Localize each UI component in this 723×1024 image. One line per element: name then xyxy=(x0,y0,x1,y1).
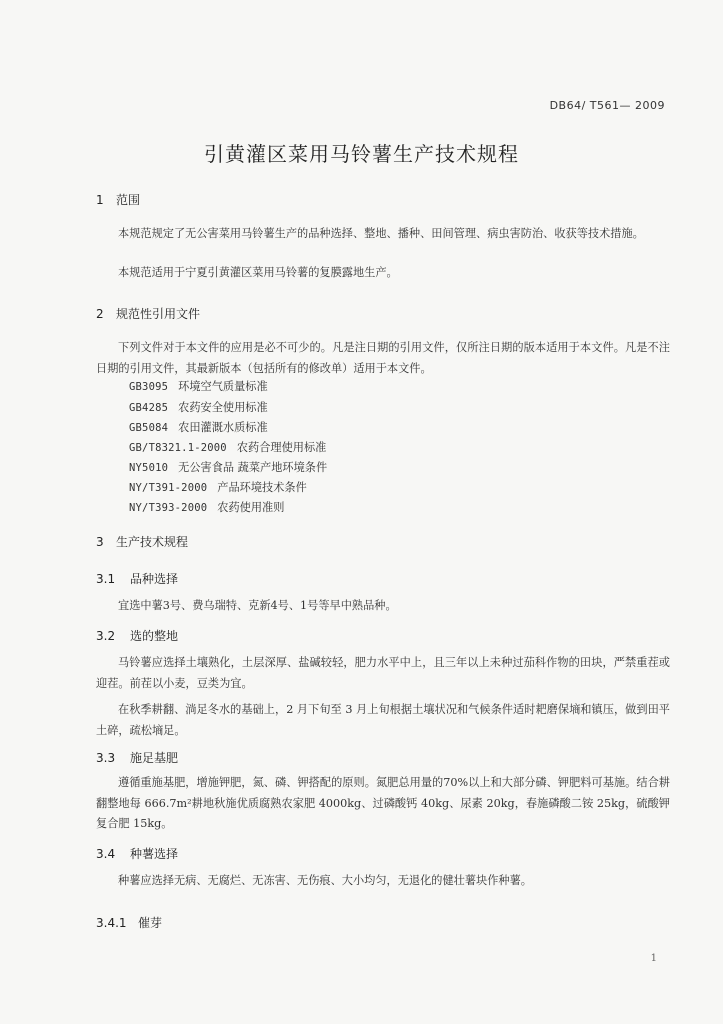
reference-item xyxy=(129,499,284,515)
reference-name: 农药安全使用标准 xyxy=(178,401,268,414)
reference-item xyxy=(129,479,307,495)
subsection-3-4-paragraph: 种薯应选择无病、无腐烂、无冻害、无伤痕、大小均匀，无退化的健壮薯块作种薯。 xyxy=(118,874,532,887)
subsection-3-1-heading xyxy=(96,570,178,587)
section-1-heading xyxy=(96,191,140,208)
section-number: 2 xyxy=(96,307,104,321)
subsection-number: 3.2 xyxy=(96,629,116,643)
reference-item xyxy=(129,439,326,455)
reference-item xyxy=(129,399,268,415)
reference-name: 农药合理使用标准 xyxy=(236,441,327,454)
section-1-paragraph-1: 本规范规定了无公害菜用马铃薯生产的品种选择、整地、播种、田间管理、病虫害防治、收获等技术措施。 xyxy=(118,227,644,240)
reference-item xyxy=(129,459,327,475)
subsection-3-3-paragraph: 遵循重施基肥，增施钾肥，氮、磷、钾搭配的原则。氮肥总用量的70%以上和大部分磷、钾肥料可基施。结合耕翻整地每 666.7m²耕地秋施优质腐熟农家肥 4000kg、过磷酸钙 40kg、尿素 20kg，春施磷酸二铵 25kg，硫酸钾复合肥 15kg。 xyxy=(96,776,670,830)
subsection-3-4-heading xyxy=(96,845,178,862)
section-number: 3 xyxy=(96,535,104,549)
reference-code: GB5084 xyxy=(129,422,169,434)
section-title: 规范性引用文件 xyxy=(116,307,201,321)
reference-code: NY/T393-2000 xyxy=(129,502,208,514)
page-number: 1 xyxy=(650,953,657,964)
reference-code: GB3095 xyxy=(129,381,169,393)
subsection-title: 施足基肥 xyxy=(130,751,179,765)
reference-item xyxy=(129,378,268,394)
subsection-number: 3.4.1 xyxy=(96,916,127,930)
reference-name: 产品环境技术条件 xyxy=(217,481,307,494)
subsection-3-1-paragraph: 宜选中薯3号、费乌瑞特、克新4号、1号等早中熟品种。 xyxy=(118,599,397,612)
section-2-paragraph-1: 下列文件对于本文件的应用是必不可少的。凡是注日期的引用文件，仅所注日期的版本适用于本文件。凡是不注日期的引用文件，其最新版本（包括所有的修改单）适用于本文件。 xyxy=(96,341,670,375)
section-2-heading xyxy=(96,305,200,322)
section-3-heading xyxy=(96,533,188,550)
subsection-3-3-heading xyxy=(96,749,178,766)
subsection-3-2-paragraph-1: 马铃薯应选择土壤熟化，土层深厚、盐碱较轻，肥力水平中上，且三年以上未种过茄科作物的田块，严禁重茬或迎茬。前茬以小麦，豆类为宜。 xyxy=(96,656,670,690)
section-1-paragraph-2: 本规范适用于宁夏引黄灌区菜用马铃薯的复膜露地生产。 xyxy=(118,266,398,279)
standard-code: DB64/ T561— 2009 xyxy=(549,99,665,112)
subsection-3-4-1-heading xyxy=(96,914,162,931)
reference-code: GB4285 xyxy=(129,402,169,414)
section-title: 范围 xyxy=(116,193,141,207)
subsection-title: 选的整地 xyxy=(130,629,179,643)
document-title: 引黄灌区菜用马铃薯生产技术规程 xyxy=(204,142,519,166)
reference-code: NY/T391-2000 xyxy=(129,482,208,494)
subsection-title: 种薯选择 xyxy=(130,847,179,861)
subsection-number: 3.3 xyxy=(96,751,116,765)
subsection-3-2-paragraph-2: 在秋季耕翻、淌足冬水的基础上，2 月下旬至 3 月上旬根据土壤状况和气候条件适时耙磨保墒和镇压，做到田平土碎，疏松墒足。 xyxy=(96,703,670,737)
reference-code: NY5010 xyxy=(129,462,169,474)
subsection-title: 品种选择 xyxy=(130,572,179,586)
reference-code: GB/T8321.1-2000 xyxy=(129,442,227,454)
subsection-number: 3.4 xyxy=(96,847,116,861)
reference-item xyxy=(129,419,268,435)
subsection-number: 3.1 xyxy=(96,572,116,586)
section-title: 生产技术规程 xyxy=(116,535,189,549)
subsection-title: 催芽 xyxy=(138,916,163,930)
reference-name: 农田灌溉水质标准 xyxy=(178,421,268,434)
reference-name: 农药使用准则 xyxy=(217,501,285,514)
subsection-3-2-heading xyxy=(96,627,178,644)
reference-name: 环境空气质量标准 xyxy=(178,380,268,393)
section-number: 1 xyxy=(96,193,104,207)
reference-name: 无公害食品 蔬菜产地环境条件 xyxy=(178,461,328,474)
